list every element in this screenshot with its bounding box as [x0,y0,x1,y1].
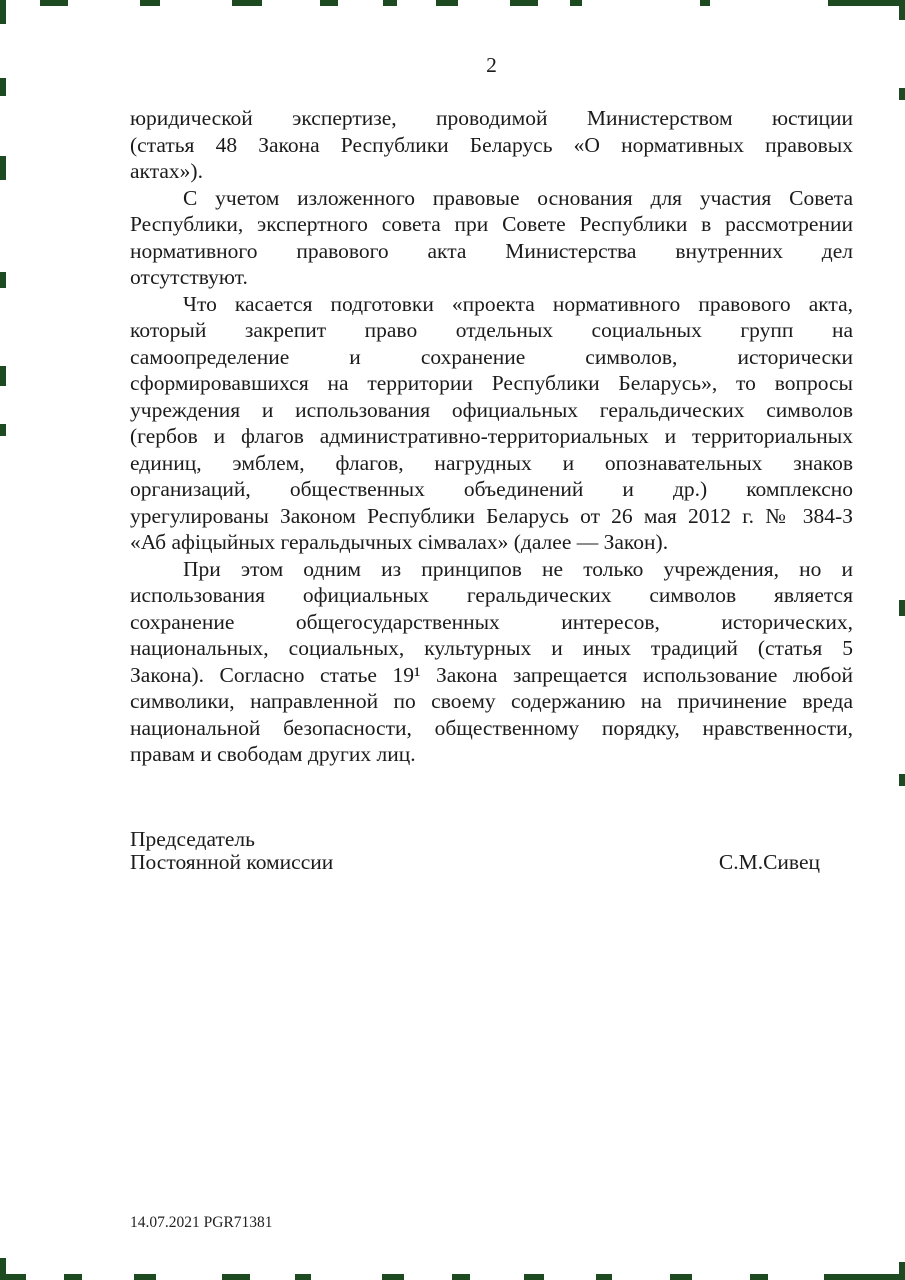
text-line: символики, направленной по своему содержанию на причинение вреда [130,689,853,713]
scan-edge-mark [452,1274,470,1280]
scan-edge-mark [899,4,905,20]
scan-edge-mark [0,366,6,386]
scan-edge-mark [0,424,6,436]
text-line: сформировавшихся на территории Республики Беларусь», то вопросы [130,371,853,395]
scan-edge-mark [899,88,905,100]
text-line: Что касается подготовки «проекта нормативного правового акта, [183,291,853,316]
scan-edge-mark [436,0,458,6]
text-column [130,52,853,875]
signer-title-line-2: Постоянной комиссии [130,850,334,874]
text-line: Республики, экспертного совета при Совете Республики в рассмотрении [130,212,853,236]
scan-edge-mark [134,1274,156,1280]
text-line: учреждения и использования официальных геральдических символов [130,397,853,422]
text-line: С учетом изложенного правовые основания для участия Совета [183,185,853,210]
signer-title-line-1: Председатель [130,826,255,851]
scan-edge-mark [524,1274,544,1280]
signer-title [130,828,333,875]
scan-edge-mark [570,0,582,6]
text-line: Закона). Согласно статье 19¹ Закона запрещается использование любой [130,662,853,687]
document-reference-number: 14.07.2021 PGR71381 [130,1214,273,1231]
scan-edge-mark [828,0,905,6]
scan-edge-mark [0,1274,26,1280]
text-line: юридической экспертизе, проводимой Министерством юстиции [130,106,853,130]
text-line: нормативного правового акта Министерства внутренних дел [130,238,853,263]
scan-edge-mark [670,1274,692,1280]
text-line: урегулированы Законом Республики Беларусь от 26 мая 2012 г. № 384-З [130,503,853,528]
text-line: организаций, общественных объединений и др.) комплексно [130,477,853,501]
scan-edge-mark [140,0,160,6]
text-line: актах»). [130,159,203,183]
scan-edge-mark [510,0,538,6]
text-line: (статья 48 Закона Республики Беларусь «О нормативных правовых [130,132,853,157]
scan-edge-mark [0,156,6,180]
scan-edge-mark [0,272,6,288]
signer-name: С.М.Сивец [718,850,820,874]
scan-edge-mark [382,1274,404,1280]
scan-edge-mark [320,0,338,6]
scan-edge-mark [596,1274,612,1280]
text-line: (гербов и флагов административно-территориальных и территориальных [130,424,853,448]
scan-edge-mark [0,78,6,96]
scan-edge-mark [40,0,68,6]
scan-edge-mark [899,774,905,786]
scan-edge-mark [383,0,397,6]
text-line: «Аб афіцыйных геральдычных сімвалах» (далее — Закон). [130,530,669,554]
scan-edge-mark [750,1274,768,1280]
text-line: При этом одним из принципов не только учреждения, но и [183,556,853,581]
text-line: использования официальных геральдических символов является [130,583,853,607]
text-line: национальной безопасности, общественному порядку, нравственности, [130,715,853,740]
scan-edge-mark [899,600,905,616]
document-body [130,105,853,768]
text-line: сохранение общегосударственных интересов, исторических, [130,609,853,634]
text-line: единиц, эмблем, флагов, нагрудных и опознавательных знаков [130,450,853,475]
text-line: правам и свободам других лиц. [130,742,416,766]
signature-block [130,828,853,875]
scan-edge-mark [700,0,710,6]
scan-edge-mark [0,0,6,24]
scan-edge-mark [824,1274,905,1280]
text-line: самоопределение и сохранение символов, исторически [130,344,853,369]
page-number: 2 [486,53,497,77]
text-line: национальных, социальных, культурных и иных традиций (статья 5 [130,636,853,660]
text-line: отсутствуют. [130,265,248,289]
scan-edge-mark [64,1274,82,1280]
scan-edge-mark [232,0,262,6]
scan-edge-mark [222,1274,250,1280]
scan-edge-mark [295,1274,311,1280]
text-line: который закрепит право отдельных социальных групп на [130,318,853,342]
